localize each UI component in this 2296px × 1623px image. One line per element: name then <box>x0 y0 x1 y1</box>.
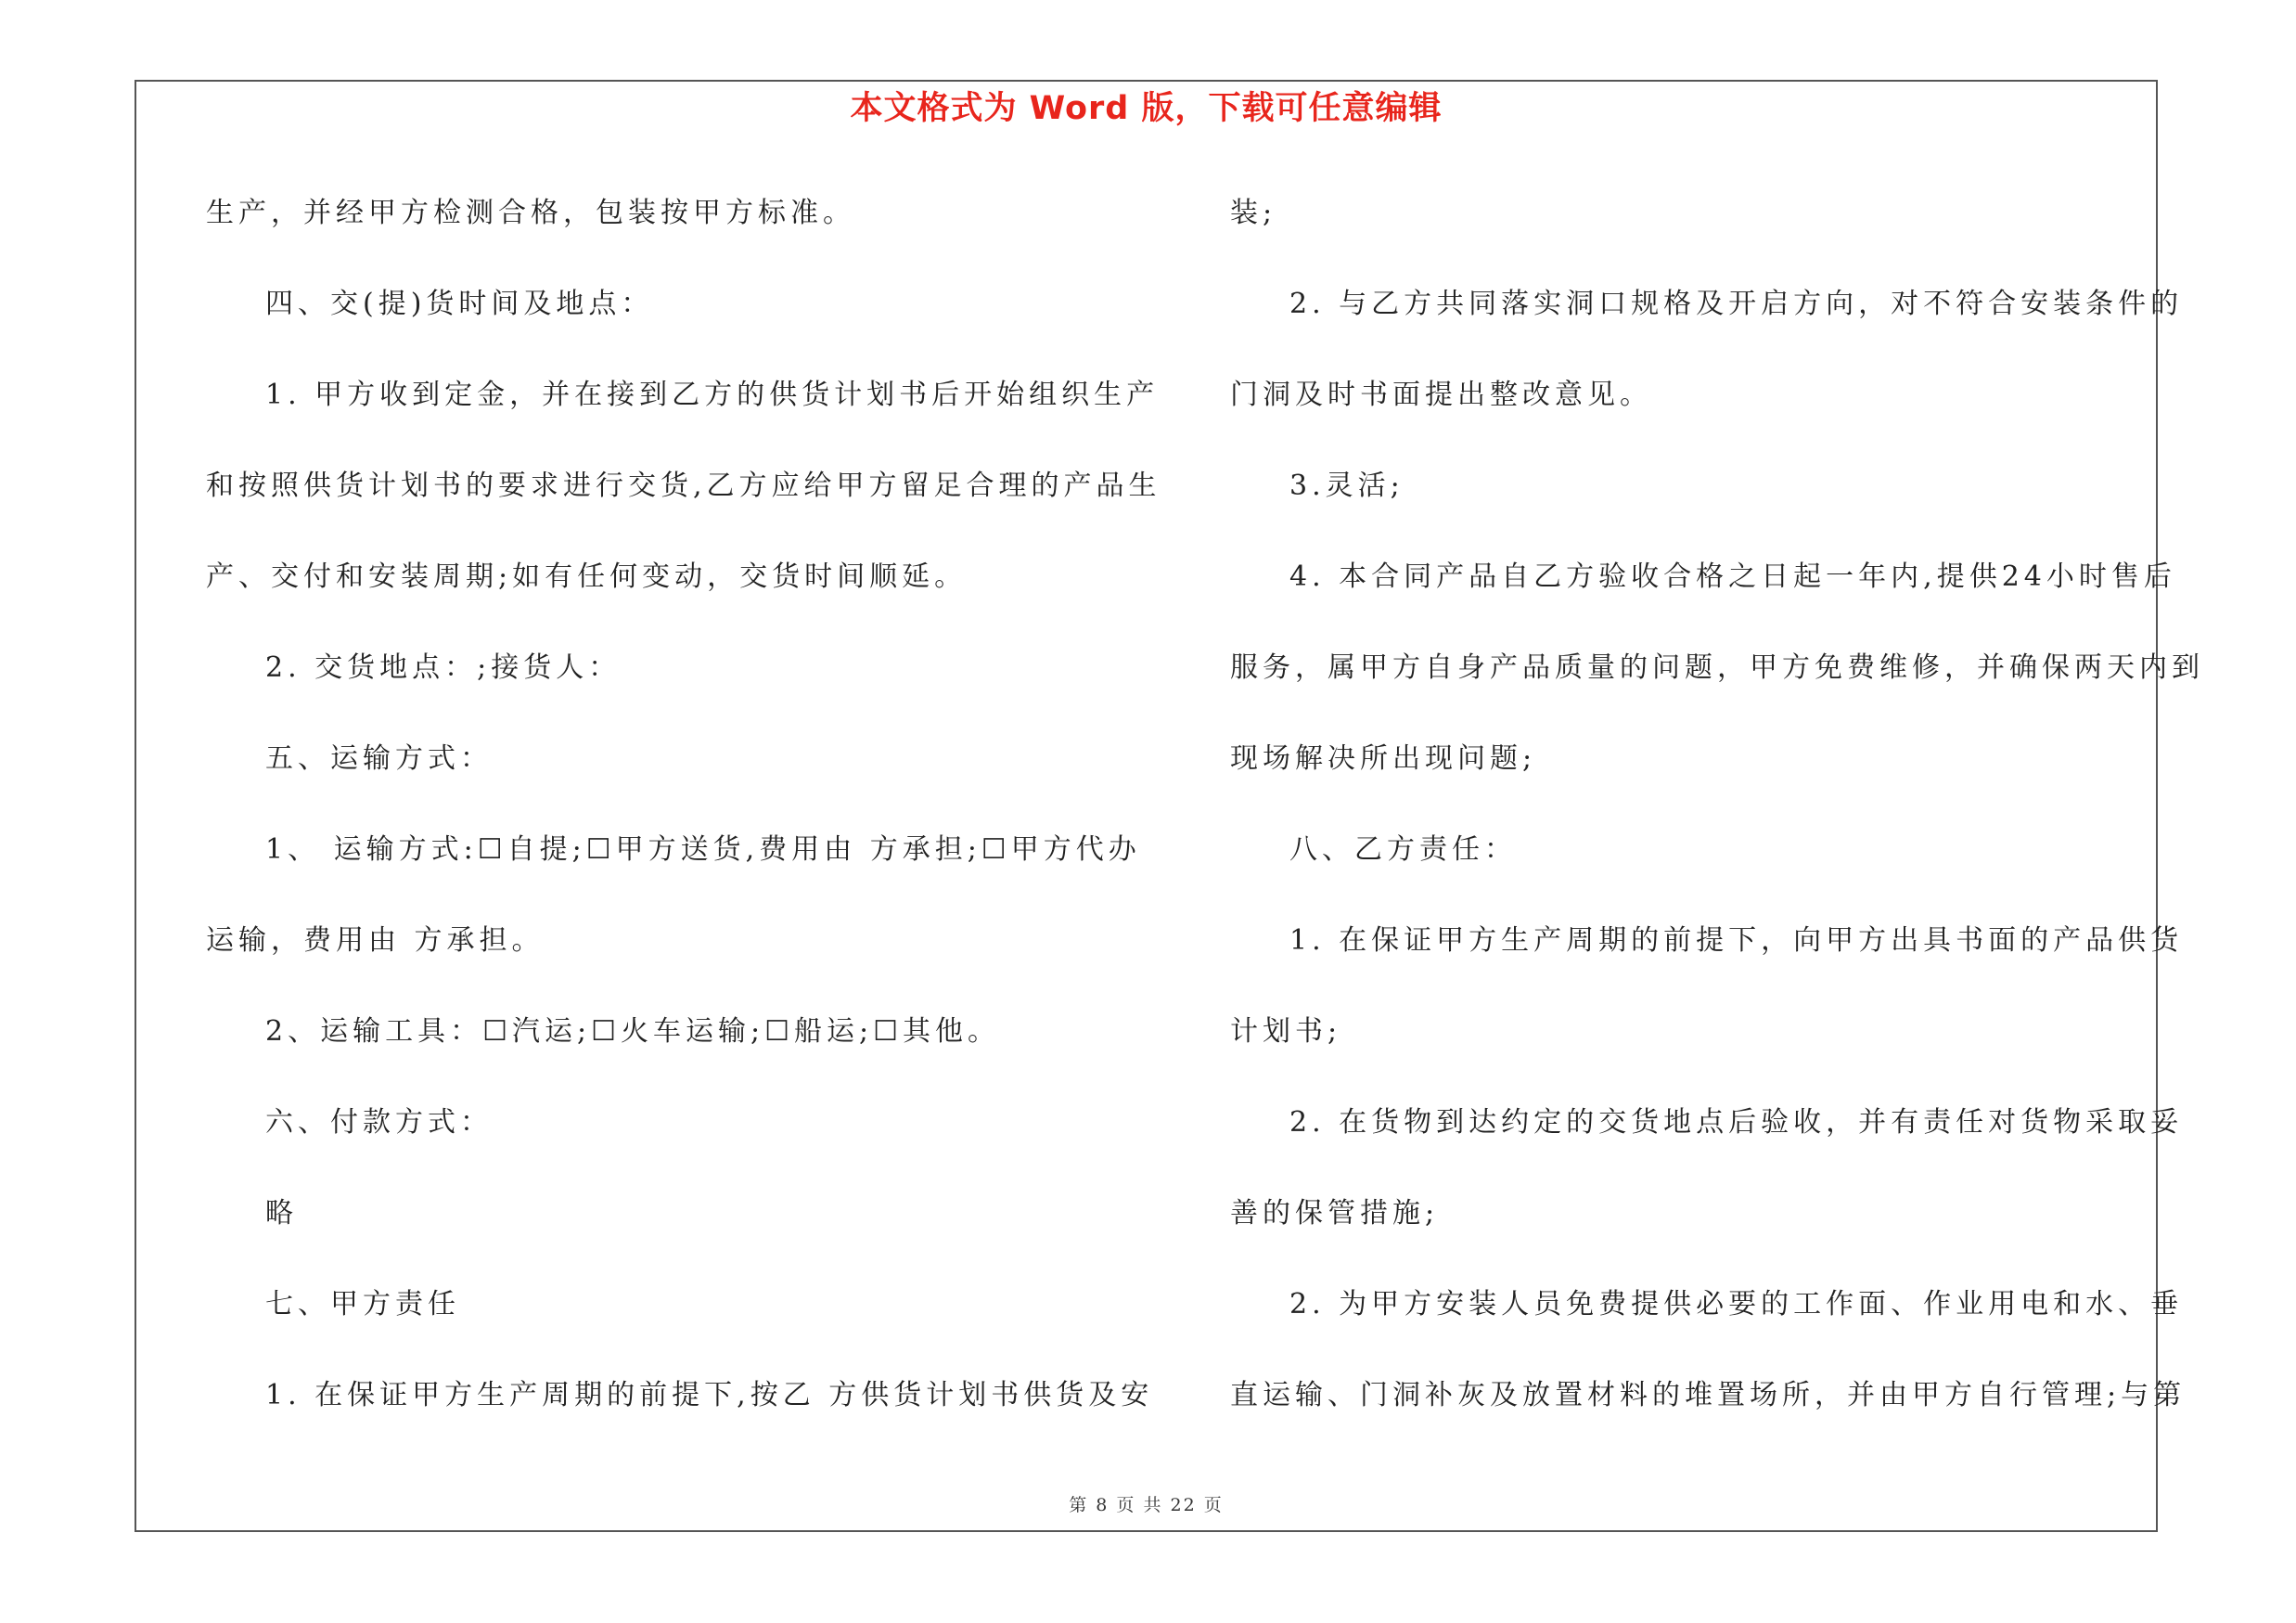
text-line: 2. 为甲方安装人员免费提供必要的工作面、作业用电和水、垂 <box>1289 1288 2184 1320</box>
text-line: 略 <box>265 1197 298 1230</box>
text-line: 2、运输工具：☐汽运;☐火车运输;☐船运;☐其他。 <box>265 1015 1000 1048</box>
text-line: 2. 与乙方共同落实洞口规格及开启方向，对不符合安装条件的 <box>1289 288 2184 320</box>
text-line: 装; <box>1230 197 1277 229</box>
text-line: 生产，并经甲方检测合格，包装按甲方标准。 <box>206 197 855 229</box>
text-line: 2. 在货物到达约定的交货地点后验收，并有责任对货物采取妥 <box>1289 1106 2184 1139</box>
page-number: 第 8 页 共 22 页 <box>1069 1495 1224 1515</box>
text-line: 3.灵活; <box>1289 470 1405 502</box>
text-line: 计划书; <box>1230 1015 1342 1048</box>
text-line: 和按照供货计划书的要求进行交货,乙方应给甲方留足合理的产品生 <box>206 470 1161 502</box>
text-line: 1. 在保证甲方生产周期的前提下，向甲方出具书面的产品供货 <box>1289 924 2184 957</box>
text-line: 2. 交货地点：;接货人： <box>265 651 622 684</box>
text-line: 善的保管措施; <box>1230 1197 1440 1230</box>
text-line: 现场解决所出现问题; <box>1230 742 1537 775</box>
text-line: 运输，费用由 方承担。 <box>206 924 545 957</box>
text-line: 1. 甲方收到定金，并在接到乙方的供货计划书后开始组织生产 <box>265 379 1160 411</box>
text-line: 1、 运输方式:☐自提;☐甲方送货,费用由 方承担;☐甲方代办 <box>265 833 1141 866</box>
section-heading: 四、交(提)货时间及地点： <box>265 288 654 320</box>
section-heading: 五、运输方式： <box>265 742 493 775</box>
section-heading: 六、付款方式： <box>265 1106 493 1139</box>
text-line: 4. 本合同产品自乙方验收合格之日起一年内,提供24小时售后 <box>1289 560 2176 593</box>
section-heading: 八、乙方责任： <box>1289 833 1517 866</box>
word-format-banner: 本文格式为 Word 版，下载可任意编辑 <box>850 90 1443 127</box>
text-line: 门洞及时书面提出整改意见。 <box>1230 379 1652 411</box>
text-line: 产、交付和安装周期;如有任何变动，交货时间顺延。 <box>206 560 968 593</box>
section-heading: 七、甲方责任 <box>265 1288 460 1320</box>
text-line: 1. 在保证甲方生产周期的前提下,按乙 方供货计划书供货及安 <box>265 1379 1154 1411</box>
text-line: 服务，属甲方自身产品质量的问题，甲方免费维修，并确保两天内到 <box>1230 651 2204 684</box>
text-line: 直运输、门洞补灰及放置材料的堆置场所，并由甲方自行管理;与第 <box>1230 1379 2187 1411</box>
